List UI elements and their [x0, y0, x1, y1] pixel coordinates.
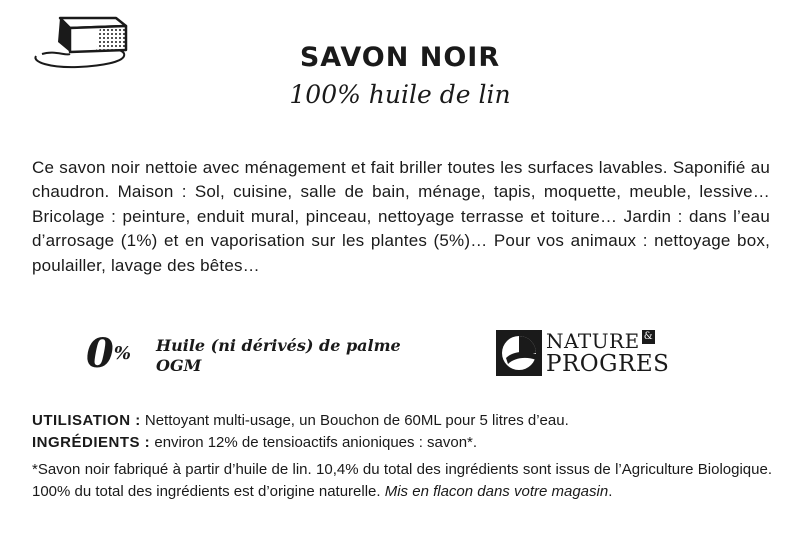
nature-progres-mark-icon	[496, 330, 542, 376]
ingredients-text: environ 12% de tensioactifs anioniques : savon*.	[150, 434, 478, 451]
usage-section	[32, 410, 772, 454]
ingredients-label: INGRÉDIENTS :	[32, 434, 151, 451]
usage-text: Nettoyant multi-usage, un Bouchon de 60ML pour 5 litres d’eau.	[140, 412, 569, 429]
logo-progres-text: PROGRES	[546, 351, 670, 377]
nature-progres-wordmark	[546, 330, 669, 376]
zero-claim-lines	[156, 336, 456, 376]
zero-percent-figure	[86, 330, 131, 378]
usage-label: UTILISATION :	[32, 412, 141, 429]
ingredients-line	[32, 432, 772, 454]
zero-number: 0	[86, 330, 114, 377]
footnote-text: *Savon noir fabriqué à partir d’huile de lin. 10,4% du total des ingrédients sont issus de l’Agriculture Biologique. 100% du total des ingrédients est d’origine naturelle.	[32, 461, 772, 500]
logo-ampersand: &	[643, 331, 654, 342]
zero-claim-palm-oil: Huile (ni dérivés) de palme	[156, 336, 401, 355]
zero-claim-ogm: OGM	[156, 356, 202, 375]
product-subtitle: 100% huile de lin	[289, 80, 511, 109]
percent-sign: %	[113, 343, 131, 364]
footnote-italic: Mis en flacon dans votre magasin	[384, 483, 609, 500]
ingredients-footnote	[32, 459, 772, 503]
footnote-end: .	[608, 483, 613, 500]
product-description: Ce savon noir nettoie avec ménagement et fait briller toutes les surfaces lavables. Saponifié au chaudron. Maison : Sol, cuisine, salle de bain, ménage, tapis, moquette, meuble, lessive… Bricolage : peinture, enduit mural, pinceau, nettoyage terrasse et toiture… Jardin : dans l’eau d’arrosage (1%) et en vaporisation sur les plantes (5%)… Pour vos animaux : nettoyage box, poulailler, lavage des bêtes…	[32, 158, 770, 275]
logo-nature-text: NATURE	[546, 329, 640, 353]
nature-progres-logo	[496, 330, 696, 378]
usage-line	[32, 410, 772, 432]
product-title: SAVON NOIR	[299, 42, 501, 73]
